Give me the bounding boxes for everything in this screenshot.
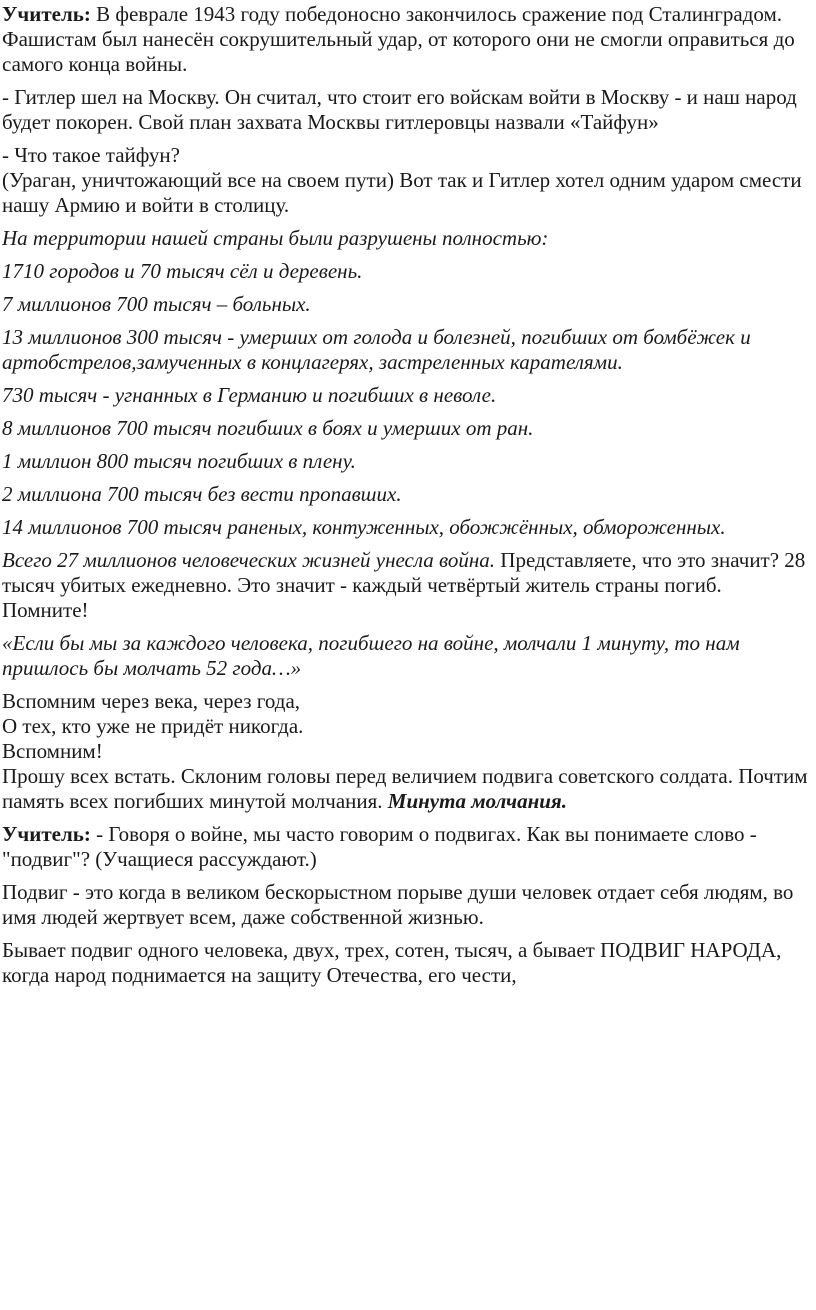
losses-item: 2 миллиона 700 тысяч без вести пропавших. <box>2 482 402 506</box>
poem-line: Вспомним через века, через года, <box>2 689 301 713</box>
losses-item: 1710 городов и 70 тысяч сёл и деревень. <box>2 259 363 283</box>
paragraph-feat-question <box>2 822 812 872</box>
total-rest: Представляете, что это значит? 28 тысяч убитых ежедневно. Это значит - каждый четвёртый житель страны погиб. Помните! <box>2 548 806 622</box>
answer-typhoon: (Ураган, уничтожающий все на своем пути) Вот так и Гитлер хотел одним ударом смести нашу Армию и войти в столицу. <box>2 168 802 217</box>
losses-item: 730 тысяч - угнанных в Германию и погибших в неволе. <box>2 383 497 407</box>
quote: «Если бы мы за каждого человека, погибшего на войне, молчали 1 минуту, то нам пришлось бы молчать 52 года…» <box>2 631 740 680</box>
losses-intro: На территории нашей страны были разрушены полностью: <box>2 226 549 250</box>
question-typhoon: - Что такое тайфун? <box>2 143 180 167</box>
losses-item: 14 миллионов 700 тысяч раненых, контуженных, обожжённых, обмороженных. <box>2 515 726 539</box>
paragraph-feat-people: Бывает подвиг одного человека, двух, трех, сотен, тысяч, а бывает ПОДВИГ НАРОДА, когда народ поднимается на защиту Отечества, его чести, <box>2 938 782 987</box>
losses-item: 8 миллионов 700 тысяч погибших в боях и умерших от ран. <box>2 416 534 440</box>
teacher-label: Учитель: <box>2 822 91 846</box>
poem-line: О тех, кто уже не придёт никогда. <box>2 714 304 738</box>
losses-item: 7 миллионов 700 тысяч – больных. <box>2 292 311 316</box>
request-text: Прошу всех встать. Склоним головы перед величием подвига советского солдата. Почтим память всех погибших минутой молчания. <box>2 764 808 813</box>
poem-line: Вспомним! <box>2 739 103 763</box>
paragraph-feat-definition: Подвиг - это когда в великом бескорыстном порыве души человек отдает себя людям, во имя людей жертвует всем, даже собственной жизнью. <box>2 880 794 929</box>
minute-silence: Минута молчания. <box>387 789 567 813</box>
teacher-label: Учитель: <box>2 2 91 26</box>
paragraph-total <box>2 548 812 623</box>
total-italic: Всего 27 миллионов человеческих жизней унесла война. <box>2 548 496 572</box>
paragraph-stalingrad <box>2 2 812 77</box>
losses-item: 13 миллионов 300 тысяч - умерших от голода и болезней, погибших от бомбёжек и артобстрелов,замученных в концлагерях, застреленных карателями. <box>2 325 751 374</box>
losses-item: 1 миллион 800 тысяч погибших в плену. <box>2 449 356 473</box>
poem <box>2 689 812 814</box>
paragraph-request <box>2 764 812 814</box>
paragraph-text: В феврале 1943 году победоносно закончилось сражение под Сталинградом. Фашистам был нанесён сокрушительный удар, от которого они не смогли оправиться до самого конца войны. <box>2 2 795 76</box>
paragraph-text: - Говоря о войне, мы часто говорим о подвигах. Как вы понимаете слово - "подвиг"? (Учащиеся рассуждают.) <box>2 822 757 871</box>
paragraph-moscow: - Гитлер шел на Москву. Он считал, что стоит его войскам войти в Москву - и наш народ будет покорен. Свой план захвата Москвы гитлеровцы назвали «Тайфун» <box>2 85 797 134</box>
